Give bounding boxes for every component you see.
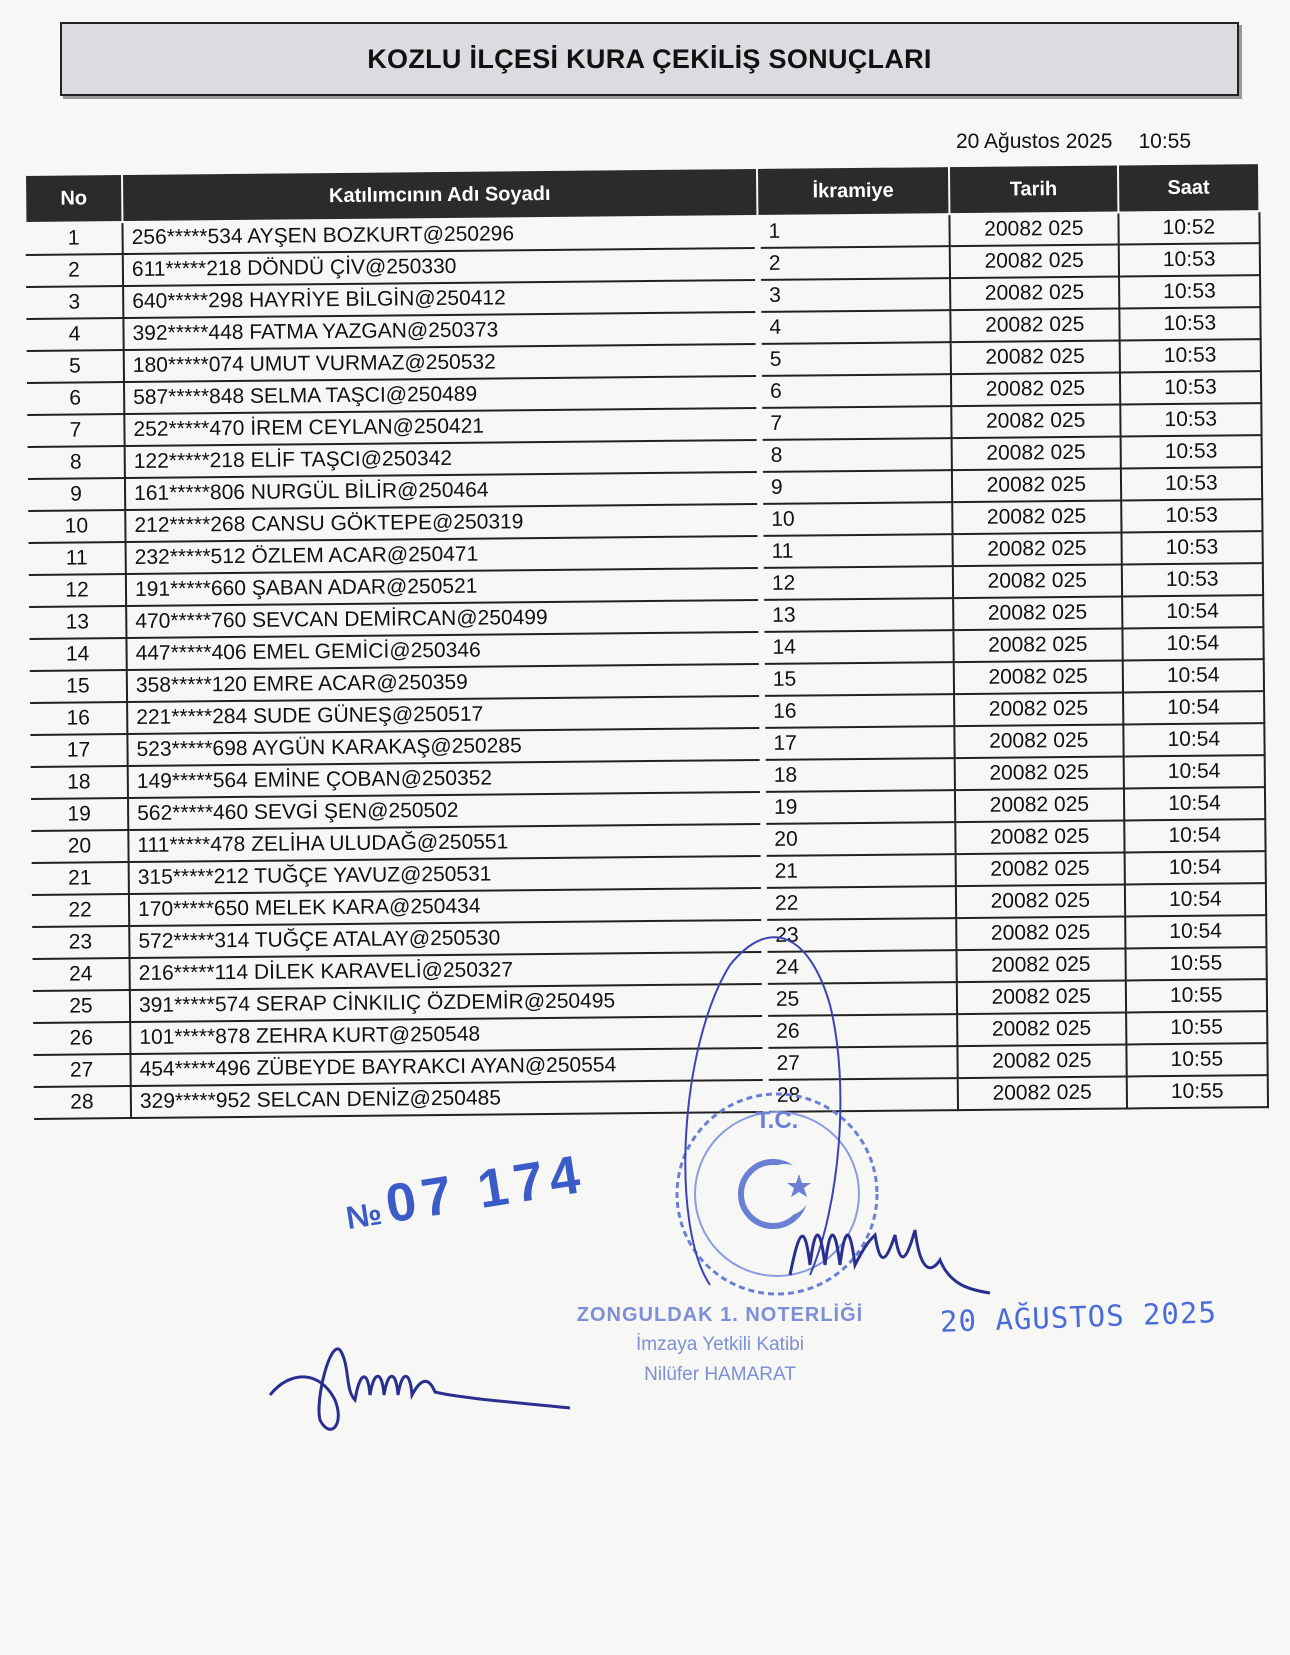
row-name: 447*****406 EMEL GEMİCİ@250346 (126, 632, 761, 670)
row-date: 20082 025 (950, 308, 1119, 342)
row-date: 20082 025 (953, 564, 1122, 598)
draw-date: 20 Ağustos 2025 (956, 130, 1113, 153)
row-prize: 14 (761, 630, 953, 664)
row-time: 10:55 (1125, 979, 1267, 1012)
row-name: 180*****074 UMUT VURMAZ@250532 (124, 344, 759, 382)
row-prize: 9 (760, 470, 952, 504)
row-prize: 13 (761, 598, 953, 632)
row-name: 256*****534 AYŞEN BOZKURT@250296 (122, 216, 757, 254)
notary-block (560, 1300, 880, 1390)
row-name: 523*****698 AYGÜN KARAKAŞ@250285 (127, 728, 762, 766)
row-time: 10:53 (1121, 467, 1263, 500)
row-prize: 21 (764, 854, 956, 888)
seal-text: T.C. (755, 1107, 799, 1134)
row-name: 232*****512 ÖZLEM ACAR@250471 (126, 536, 761, 574)
row-no: 26 (33, 1022, 130, 1055)
row-date: 20082 025 (952, 468, 1121, 502)
row-prize: 4 (758, 310, 950, 344)
row-no: 16 (30, 702, 127, 735)
row-no: 1 (25, 222, 122, 255)
row-date: 20082 025 (955, 852, 1124, 886)
row-prize: 3 (758, 278, 950, 312)
number-prefix: № (343, 1195, 383, 1237)
row-time: 10:54 (1122, 627, 1264, 660)
row-prize: 1 (757, 214, 949, 248)
row-prize: 18 (763, 758, 955, 792)
row-no: 14 (29, 638, 126, 671)
row-time: 10:54 (1124, 851, 1266, 884)
row-no: 11 (29, 542, 126, 575)
row-prize: 25 (765, 982, 957, 1016)
row-name: 216*****114 DİLEK KARAVELİ@250327 (130, 952, 765, 990)
row-date: 20082 025 (951, 436, 1120, 470)
row-time: 10:53 (1121, 499, 1263, 532)
row-date: 20082 025 (949, 212, 1118, 246)
row-prize: 27 (765, 1046, 957, 1080)
row-date: 20082 025 (950, 244, 1119, 278)
row-date: 20082 025 (955, 820, 1124, 854)
row-name: 470*****760 SEVCAN DEMİRCAN@250499 (126, 600, 761, 638)
header-name: Katılımcının Adı Soyadı (122, 168, 757, 222)
row-no: 18 (31, 766, 128, 799)
row-prize: 15 (762, 662, 954, 696)
row-time: 10:54 (1123, 723, 1265, 756)
row-no: 6 (27, 382, 124, 415)
row-date: 20082 025 (955, 788, 1124, 822)
row-time: 10:54 (1123, 755, 1265, 788)
row-prize: 23 (764, 918, 956, 952)
row-name: 391*****574 SERAP CİNKILIÇ ÖZDEMİR@250495 (130, 984, 765, 1022)
row-prize: 8 (760, 438, 952, 472)
row-time: 10:55 (1126, 1011, 1268, 1044)
row-name: 562*****460 SEVGİ ŞEN@250502 (128, 792, 763, 830)
row-name: 161*****806 NURGÜL BİLİR@250464 (125, 472, 760, 510)
row-name: 572*****314 TUĞÇE ATALAY@250530 (129, 920, 764, 958)
row-name: 454*****496 ZÜBEYDE BAYRAKCI AYAN@250554 (130, 1048, 765, 1086)
row-date: 20082 025 (957, 1044, 1126, 1078)
row-time: 10:53 (1120, 435, 1262, 468)
row-prize: 12 (761, 566, 953, 600)
draw-time: 10:55 (1138, 130, 1192, 153)
row-prize: 11 (760, 534, 952, 568)
row-name: 252*****470 İREM CEYLAN@250421 (124, 408, 759, 446)
row-name: 640*****298 HAYRİYE BİLGİN@250412 (123, 280, 758, 318)
row-date: 20082 025 (955, 756, 1124, 790)
row-no: 9 (28, 478, 125, 511)
row-name: 611*****218 DÖNDÜ ÇİV@250330 (123, 248, 758, 286)
row-name: 170*****650 MELEK KARA@250434 (129, 888, 764, 926)
results-table (24, 162, 1269, 1120)
row-no: 25 (33, 990, 130, 1023)
row-time: 10:52 (1118, 211, 1260, 244)
registry-number-stamp (340, 1143, 590, 1242)
title-box (60, 22, 1239, 96)
table-body (25, 211, 1268, 1119)
row-date: 20082 025 (952, 500, 1121, 534)
row-name: 358*****120 EMRE ACAR@250359 (127, 664, 762, 702)
row-time: 10:53 (1121, 531, 1263, 564)
row-time: 10:53 (1121, 563, 1263, 596)
row-date: 20082 025 (958, 1076, 1127, 1110)
row-name: 221*****284 SUDE GÜNEŞ@250517 (127, 696, 762, 734)
row-prize: 2 (758, 246, 950, 280)
row-prize: 20 (763, 822, 955, 856)
row-no: 10 (28, 510, 125, 543)
row-prize: 26 (765, 1014, 957, 1048)
row-time: 10:54 (1123, 691, 1265, 724)
row-time: 10:54 (1122, 595, 1264, 628)
row-no: 23 (32, 926, 129, 959)
row-time: 10:53 (1119, 307, 1261, 340)
row-prize: 7 (759, 406, 951, 440)
row-prize: 24 (764, 950, 956, 984)
row-prize: 5 (759, 342, 951, 376)
row-date: 20082 025 (956, 884, 1125, 918)
row-date: 20082 025 (952, 532, 1121, 566)
row-no: 15 (30, 670, 127, 703)
row-time: 10:53 (1119, 339, 1261, 372)
header-no: No (25, 174, 122, 223)
date-stamp: 20 AĞUSTOS 2025 (939, 1295, 1218, 1339)
header-time: Saat (1118, 163, 1260, 212)
header-date: Tarih (949, 165, 1118, 215)
row-prize: 10 (760, 502, 952, 536)
row-date: 20082 025 (954, 660, 1123, 694)
row-time: 10:54 (1124, 819, 1266, 852)
row-name: 587*****848 SELMA TAŞCI@250489 (124, 376, 759, 414)
row-time: 10:55 (1126, 1043, 1268, 1076)
row-name: 191*****660 ŞABAN ADAR@250521 (126, 568, 761, 606)
row-no: 7 (27, 414, 124, 447)
notary-signature (780, 1205, 1000, 1295)
row-no: 2 (26, 254, 123, 287)
row-no: 4 (26, 318, 123, 351)
row-time: 10:54 (1125, 915, 1267, 948)
draw-datetime (956, 130, 1191, 154)
notary-role: İmzaya Yetkili Katibi (636, 1334, 804, 1355)
row-name: 212*****268 CANSU GÖKTEPE@250319 (125, 504, 760, 542)
row-date: 20082 025 (957, 980, 1126, 1014)
row-date: 20082 025 (951, 340, 1120, 374)
row-no: 5 (27, 350, 124, 383)
row-date: 20082 025 (954, 724, 1123, 758)
row-prize: 28 (766, 1078, 958, 1112)
row-prize: 16 (762, 694, 954, 728)
row-no: 27 (33, 1054, 130, 1087)
row-no: 8 (28, 446, 125, 479)
row-time: 10:54 (1122, 659, 1264, 692)
row-no: 13 (29, 606, 126, 639)
row-no: 19 (31, 798, 128, 831)
row-prize: 22 (764, 886, 956, 920)
row-no: 12 (29, 574, 126, 607)
page-title: KOZLU İLÇESİ KURA ÇEKİLİŞ SONUÇLARI (367, 43, 932, 74)
row-time: 10:53 (1118, 243, 1260, 276)
row-no: 20 (31, 830, 128, 863)
notary-name: Nilüfer HAMARAT (644, 1364, 796, 1385)
row-time: 10:54 (1125, 883, 1267, 916)
row-no: 17 (30, 734, 127, 767)
row-no: 24 (33, 958, 130, 991)
row-prize: 17 (762, 726, 954, 760)
notary-office: ZONGULDAK 1. NOTERLİĞİ (576, 1304, 864, 1326)
row-no: 22 (32, 894, 129, 927)
row-name: 149*****564 EMİNE ÇOBAN@250352 (128, 760, 763, 798)
row-date: 20082 025 (953, 596, 1122, 630)
row-date: 20082 025 (951, 372, 1120, 406)
row-time: 10:53 (1119, 275, 1261, 308)
row-name: 315*****212 TUĞÇE YAVUZ@250531 (129, 856, 764, 894)
header-prize: İkramiye (757, 166, 949, 216)
row-name: 329*****952 SELCAN DENİZ@250485 (131, 1080, 766, 1118)
row-date: 20082 025 (956, 916, 1125, 950)
row-date: 20082 025 (950, 276, 1119, 310)
row-date: 20082 025 (956, 948, 1125, 982)
row-name: 111*****478 ZELİHA ULUDAĞ@250551 (128, 824, 763, 862)
registry-number: 07 174 (381, 1143, 590, 1235)
row-time: 10:55 (1126, 1075, 1268, 1108)
official-signature (260, 1330, 580, 1460)
row-date: 20082 025 (957, 1012, 1126, 1046)
row-time: 10:54 (1124, 787, 1266, 820)
row-time: 10:53 (1120, 371, 1262, 404)
row-no: 28 (34, 1086, 131, 1119)
row-time: 10:55 (1125, 947, 1267, 980)
row-prize: 6 (759, 374, 951, 408)
row-no: 21 (32, 862, 129, 895)
row-no: 3 (26, 286, 123, 319)
row-name: 101*****878 ZEHRA KURT@250548 (130, 1016, 765, 1054)
row-time: 10:53 (1120, 403, 1262, 436)
row-date: 20082 025 (951, 404, 1120, 438)
row-name: 392*****448 FATMA YAZGAN@250373 (123, 312, 758, 350)
row-prize: 19 (763, 790, 955, 824)
row-name: 122*****218 ELİF TAŞCI@250342 (125, 440, 760, 478)
row-date: 20082 025 (953, 628, 1122, 662)
row-date: 20082 025 (954, 692, 1123, 726)
